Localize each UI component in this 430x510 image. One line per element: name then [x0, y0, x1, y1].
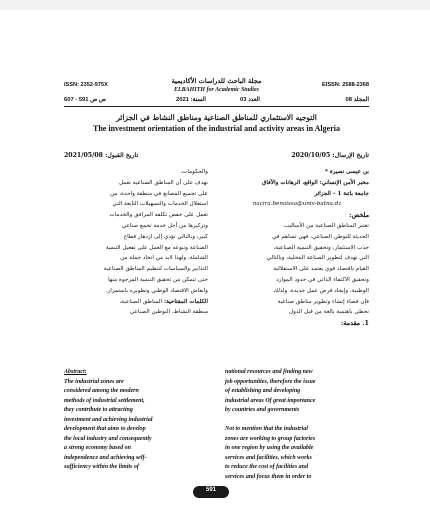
paragraph-gap — [225, 416, 369, 426]
abstract-line: national resources and finding new — [225, 369, 313, 375]
english-abstract — [64, 368, 208, 473]
date-sent: تاريخ الإرسال: 2020/10/05 — [291, 152, 369, 159]
english-abstract-continued — [225, 368, 369, 482]
abstract-line: حتى تتمكن من تحقيق التنمية المرجوة منها — [108, 276, 208, 283]
abstract-line: الوطنية، وإيجاد فرص عمل جديدة، ولذلك — [273, 287, 369, 294]
abstract-line: على تجميع المصانع في منطقة واحدة، من — [110, 190, 208, 197]
abstract-line: الصناعة وتنوعه مع العمل على تفعيل التنمية — [105, 244, 208, 251]
abstract-line: كبير، وبالتالي تؤدي إلى ازدهار قطاع — [123, 233, 208, 240]
volume-number: المجلد 08 — [345, 97, 369, 103]
left-column — [64, 167, 208, 318]
abstract-line: industrial areas Of great importance — [225, 397, 316, 404]
submission-dates — [64, 152, 369, 162]
issue-info-row — [64, 97, 369, 105]
abstract-line: of establishing and developing — [225, 388, 301, 394]
publication-year: السنة: 2021 — [176, 97, 206, 103]
journal-name-english: ELBAHITH for Academic Studies — [174, 87, 259, 93]
abstract-line: التي تهدف لتطوير الصناعة المحلية، وبالتالي — [266, 255, 369, 262]
right-column — [225, 167, 369, 329]
abstract-line: services and facilities, which works — [225, 454, 312, 461]
issue-number: العدد 03 — [240, 97, 260, 103]
abstract-line: methods of industrial settlement, — [64, 397, 145, 404]
keywords-line1: المناطق الصناعية، — [119, 298, 163, 305]
page-number: 591 — [205, 487, 216, 493]
abstract-line: وتركيزها من أجل خدمة تجمع صناعي — [121, 222, 208, 229]
abstract-line: independence and achieving self- — [64, 454, 147, 461]
article-title-arabic: التوجيه الاستثماري للمناطق الصناعية ومناطق النشاط في الجزائر — [116, 113, 317, 122]
introduction-heading: 1. مقدمة: — [340, 319, 369, 328]
abstract-heading-english: Abstract: — [64, 369, 87, 375]
author-email[interactable]: nacira.benaissa@univ-batna.dz — [252, 201, 342, 208]
abstract-line: تحظى باهتمية بالغة من قبل الدول — [289, 309, 369, 316]
abstract-line: they contribute to attracting — [64, 407, 133, 413]
abstract-line: وانعاش الاقتصاد الوطني وتطويره باستمرار. — [105, 287, 208, 294]
abstract-line: a strong economy based on — [64, 445, 132, 451]
abstract-line: والحكومات. — [180, 169, 208, 175]
keywords — [64, 297, 208, 308]
abstract-line: services and focus them in order to — [225, 473, 312, 480]
abstract-line: zones are working to group factories — [225, 435, 316, 442]
keywords-line2: منطقة النشاط، التوطين الصناعي — [129, 309, 208, 316]
abstract-line: تهدف على أن المناطق الصناعية تعمل — [119, 179, 208, 186]
issn-electronic: EISSN: 2588-2368 — [322, 82, 369, 88]
abstract-line: تعتبر المناطق الصناعية من الأساليب — [283, 222, 369, 229]
header-divider — [64, 106, 369, 107]
author-university: جامعة باتنة 1 - الجزائر — [314, 190, 369, 197]
abstract-line: فإن فضاء إنشاء وتطوير مناطق صناعية — [277, 298, 369, 305]
abstract-line: development that aims to develop — [64, 426, 146, 432]
page-range: ص ص 591 - 607 — [64, 97, 106, 103]
author-name: بن عيسى نصيرة * — [324, 169, 369, 175]
abstract-line: القيام باقتصاد قوي يعتمد على الاستقلالية — [273, 266, 369, 273]
abstract-line: الحديثة للتوطن الصناعي، فهي تساهم في — [272, 233, 369, 240]
abstract-line: to reduce the cost of facilities and — [225, 464, 308, 470]
page-number-badge — [193, 486, 229, 498]
date-accepted: تاريخ القبول: 2021/05/08 — [64, 152, 139, 159]
abstract-line: استغلال الخدمات والتسهيلات التابعة التي — [112, 201, 208, 208]
keywords-label: الكلمات المفتاحية: — [163, 298, 208, 305]
author-lab: مخبر الأمن الإنساني: الواقع، الرهانات والآفاق — [261, 179, 369, 186]
abstract-line: The industrial zones are — [64, 378, 124, 385]
abstract-heading-arabic: ملخص: — [349, 211, 369, 220]
abstract-line: وتحقيق الاكتفاء الذاتي في حدود الموارد — [276, 276, 369, 283]
abstract-line: job opportunities, therefore the issue — [225, 378, 316, 385]
journal-header — [64, 77, 369, 105]
abstract-line: sufficiency within the limits of — [64, 464, 139, 470]
abstract-line: جذب الاستثمار، وتحقيق التنمية الصناعية، — [273, 244, 369, 251]
abstract-line: the local industry and consequently — [64, 435, 152, 442]
abstract-line: التدابير والسياسات لتنظيم المناطق الصناعية — [103, 266, 208, 273]
article-title-english: The investment orientation of the industrial and activity areas in Algeria — [93, 124, 340, 133]
journal-name-arabic: مجلة الباحث للدراسات الأكاديمية — [171, 77, 262, 85]
abstract-line: Not to mention that the industrial — [225, 426, 308, 432]
abstract-line: in one region by using the available — [225, 445, 314, 451]
abstract-line: الشاملة، ولهذا لابد من اتخاذ جملة من — [120, 255, 208, 262]
abstract-line: by countries and governments — [225, 407, 300, 413]
page-top-margin — [0, 0, 430, 10]
abstract-line: تعمل على خفض تكلفة المرافق والخدمات — [109, 212, 208, 219]
abstract-line: considered among the modern — [64, 388, 139, 394]
abstract-line: investment and achieving industrial — [64, 416, 153, 423]
issn-print: ISSN: 2352-975X — [64, 82, 108, 88]
